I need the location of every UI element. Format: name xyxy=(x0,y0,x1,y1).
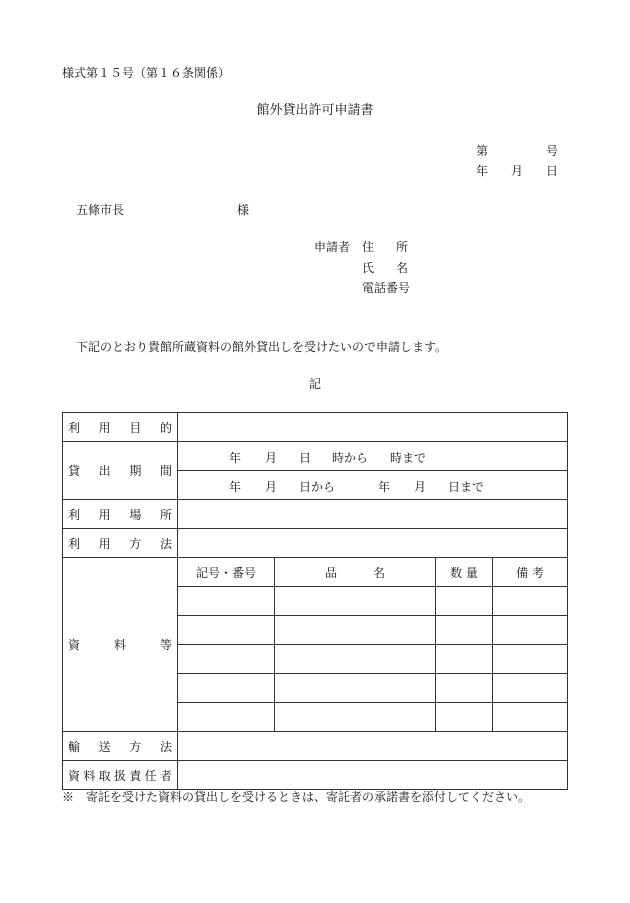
issue-date xyxy=(476,164,558,178)
label-char: 法 xyxy=(159,536,172,551)
transport-row xyxy=(63,732,568,761)
label-char: 扱 xyxy=(113,768,126,783)
purpose-field[interactable] xyxy=(178,413,568,442)
label-char: 者 xyxy=(159,768,172,783)
place-field[interactable] xyxy=(178,500,568,529)
manager-field[interactable] xyxy=(178,761,568,790)
materials-qty-cell[interactable] xyxy=(436,587,493,616)
purpose-label xyxy=(63,413,178,442)
intro-text: 下記のとおり貴館所蔵資料の館外貸出しを受けたいので申請します。 xyxy=(76,340,448,354)
applicant-name-label xyxy=(362,261,408,275)
place-row xyxy=(63,500,568,529)
period-date-field[interactable] xyxy=(178,471,568,500)
place-label xyxy=(63,500,178,529)
label-char: 用 xyxy=(98,420,111,435)
materials-code-cell[interactable] xyxy=(178,587,275,616)
label-char: 貸 xyxy=(68,464,81,478)
period-row-1 xyxy=(63,442,568,471)
label-char: 資 xyxy=(68,768,81,783)
purpose-row xyxy=(63,413,568,442)
period-year-to: 年 xyxy=(378,480,391,494)
materials-qty-cell[interactable] xyxy=(436,645,493,674)
period-month: 月 xyxy=(265,451,278,465)
label-char: 料 xyxy=(83,768,96,783)
period-to-time: 時まで xyxy=(390,451,427,465)
label-char: 用 xyxy=(98,507,111,522)
materials-code-header: 記号・番号 xyxy=(178,558,275,587)
application-table xyxy=(62,412,568,790)
materials-item-cell[interactable] xyxy=(275,674,436,703)
label-char: 取 xyxy=(98,768,111,783)
period-day: 日 xyxy=(299,451,312,465)
label-char: 出 xyxy=(98,464,111,478)
manager-label xyxy=(63,761,178,790)
materials-code-cell[interactable] xyxy=(178,616,275,645)
addressee-honorific: 様 xyxy=(237,203,250,217)
period-year: 年 xyxy=(229,451,242,465)
materials-qty-header: 数 量 xyxy=(436,558,493,587)
ki-heading: 記 xyxy=(308,377,321,391)
materials-remarks-header: 備 考 xyxy=(493,558,568,587)
period-year-from: 年 xyxy=(229,480,242,494)
materials-remarks-cell[interactable] xyxy=(493,645,568,674)
materials-code-cell[interactable] xyxy=(178,674,275,703)
applicant-phone-label: 電話番号 xyxy=(362,281,411,295)
period-day-from: 日から xyxy=(299,480,336,494)
address-char-1: 住 xyxy=(362,240,375,254)
label-char: 方 xyxy=(129,739,142,754)
materials-qty-cell[interactable] xyxy=(436,703,493,732)
date-month: 月 xyxy=(510,164,523,178)
transport-field[interactable] xyxy=(178,732,568,761)
materials-item-cell[interactable] xyxy=(275,587,436,616)
label-char: 所 xyxy=(159,507,172,522)
date-day: 日 xyxy=(545,164,558,178)
label-char: 料 xyxy=(113,638,126,652)
materials-item-cell[interactable] xyxy=(275,703,436,732)
label-char: 責 xyxy=(129,768,142,783)
footnote: ※ 寄託を受けた資料の貸出しを受けるときは、寄託者の承諾書を添付してください。 xyxy=(62,790,531,804)
materials-item-cell[interactable] xyxy=(275,645,436,674)
label-char: 的 xyxy=(159,420,172,435)
label-char: 法 xyxy=(159,739,172,754)
materials-qty-cell[interactable] xyxy=(436,674,493,703)
materials-code-cell[interactable] xyxy=(178,645,275,674)
document-title: 館外貸出許可申請書 xyxy=(256,103,374,118)
label-char: 利 xyxy=(68,420,81,435)
materials-code-cell[interactable] xyxy=(178,703,275,732)
period-day-to: 日まで xyxy=(448,480,485,494)
materials-remarks-cell[interactable] xyxy=(493,703,568,732)
label-char: 目 xyxy=(129,420,142,435)
label-char: 輸 xyxy=(68,739,81,754)
applicant-label: 申請者 xyxy=(314,240,351,254)
materials-remarks-cell[interactable] xyxy=(493,616,568,645)
reference-dai: 第 xyxy=(476,144,489,158)
period-month-from: 月 xyxy=(265,480,278,494)
label-char: 等 xyxy=(159,638,172,652)
method-row xyxy=(63,529,568,558)
address-char-2: 所 xyxy=(395,240,408,254)
materials-item-header: 品 名 xyxy=(275,558,436,587)
applicant-address-label xyxy=(362,240,408,254)
materials-label xyxy=(63,558,178,732)
name-char-2: 名 xyxy=(395,261,408,275)
label-char: 間 xyxy=(159,464,172,478)
period-from-time: 時から xyxy=(332,451,369,465)
materials-item-cell[interactable] xyxy=(275,616,436,645)
materials-remarks-cell[interactable] xyxy=(493,674,568,703)
reference-gou: 号 xyxy=(545,144,558,158)
name-char-1: 氏 xyxy=(362,261,375,275)
method-field[interactable] xyxy=(178,529,568,558)
materials-qty-cell[interactable] xyxy=(436,616,493,645)
method-label xyxy=(63,529,178,558)
transport-label xyxy=(63,732,178,761)
label-char: 方 xyxy=(129,536,142,551)
manager-row xyxy=(63,761,568,790)
label-char: 利 xyxy=(68,536,81,551)
label-char: 用 xyxy=(98,536,111,551)
reference-number xyxy=(476,144,558,158)
label-char: 場 xyxy=(129,507,142,522)
period-label xyxy=(63,442,178,500)
date-year: 年 xyxy=(476,164,489,178)
materials-remarks-cell[interactable] xyxy=(493,587,568,616)
period-month-to: 月 xyxy=(414,480,427,494)
label-char: 資 xyxy=(68,638,81,652)
label-char: 期 xyxy=(129,464,142,478)
label-char: 任 xyxy=(144,768,157,783)
label-char: 送 xyxy=(98,739,111,754)
materials-header-row xyxy=(63,558,568,587)
addressee-name: 五條市長 xyxy=(76,203,125,217)
form-number: 様式第１５号（第１６条関係） xyxy=(62,66,231,80)
label-char: 利 xyxy=(68,507,81,522)
period-time-field[interactable] xyxy=(178,442,568,471)
